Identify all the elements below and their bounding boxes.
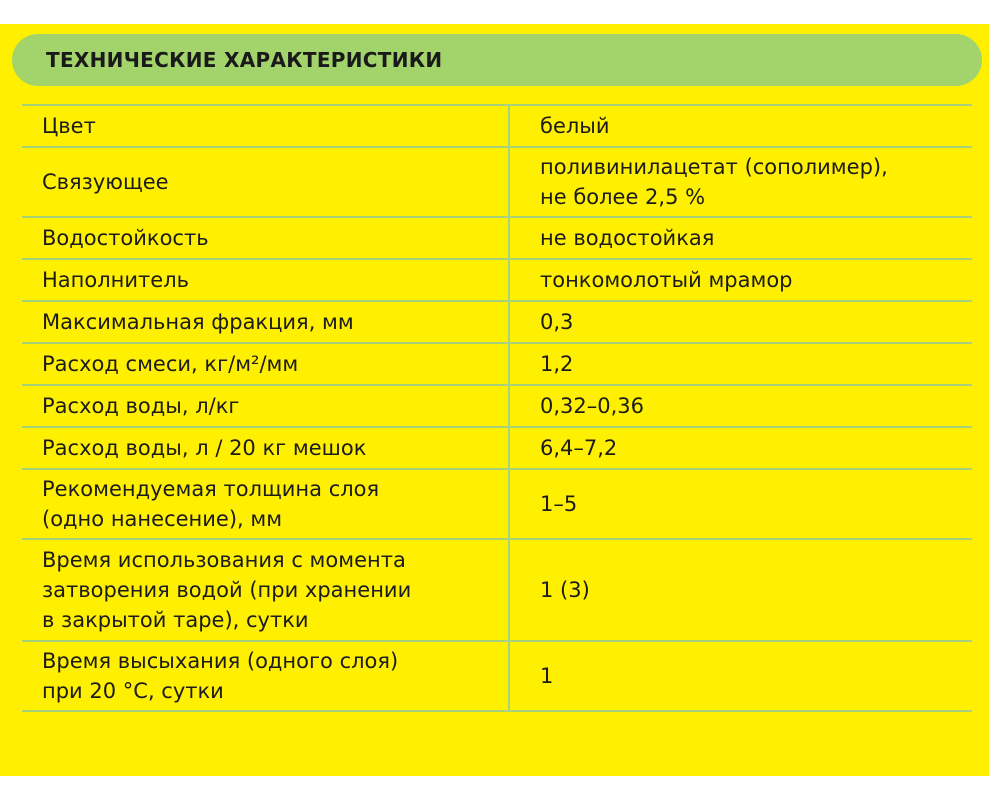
table-row [22,385,972,427]
table-row [22,105,972,147]
spec-value: тонкомолотый мрамор [509,259,972,301]
spec-value: 1 (3) [509,539,972,641]
spec-label: Рекомендуемая толщина слоя (одно нанесение), мм [22,469,509,539]
spec-label: Расход смеси, кг/м²/мм [22,343,509,385]
spec-label: Время высыхания (одного слоя) при 20 °С, сутки [22,641,509,711]
section-header [12,34,982,86]
spec-value: белый [509,105,972,147]
spec-label: Время использования с момента затворения водой (при хранении в закрытой таре), сутки [22,539,509,641]
spec-label: Водостойкость [22,217,509,259]
table-row [22,301,972,343]
spec-value: 0,32–0,36 [509,385,972,427]
spec-value: 0,3 [509,301,972,343]
spec-value: 1–5 [509,469,972,539]
specs-table [22,104,972,712]
spec-value: поливинилацетат (сополимер), не более 2,5 % [509,147,972,217]
spec-label: Расход воды, л / 20 кг мешок [22,427,509,469]
table-row [22,147,972,217]
table-row [22,641,972,711]
section-title: ТЕХНИЧЕСКИЕ ХАРАКТЕРИСТИКИ [46,48,443,72]
spec-label: Наполнитель [22,259,509,301]
spec-value: не водостойкая [509,217,972,259]
spec-label: Цвет [22,105,509,147]
spec-value: 6,4–7,2 [509,427,972,469]
table-row [22,259,972,301]
spec-label: Максимальная фракция, мм [22,301,509,343]
table-row [22,343,972,385]
spec-label: Связующее [22,147,509,217]
spec-value: 1,2 [509,343,972,385]
table-row [22,217,972,259]
spec-value: 1 [509,641,972,711]
table-row [22,427,972,469]
table-row [22,539,972,641]
spec-label: Расход воды, л/кг [22,385,509,427]
table-row [22,469,972,539]
